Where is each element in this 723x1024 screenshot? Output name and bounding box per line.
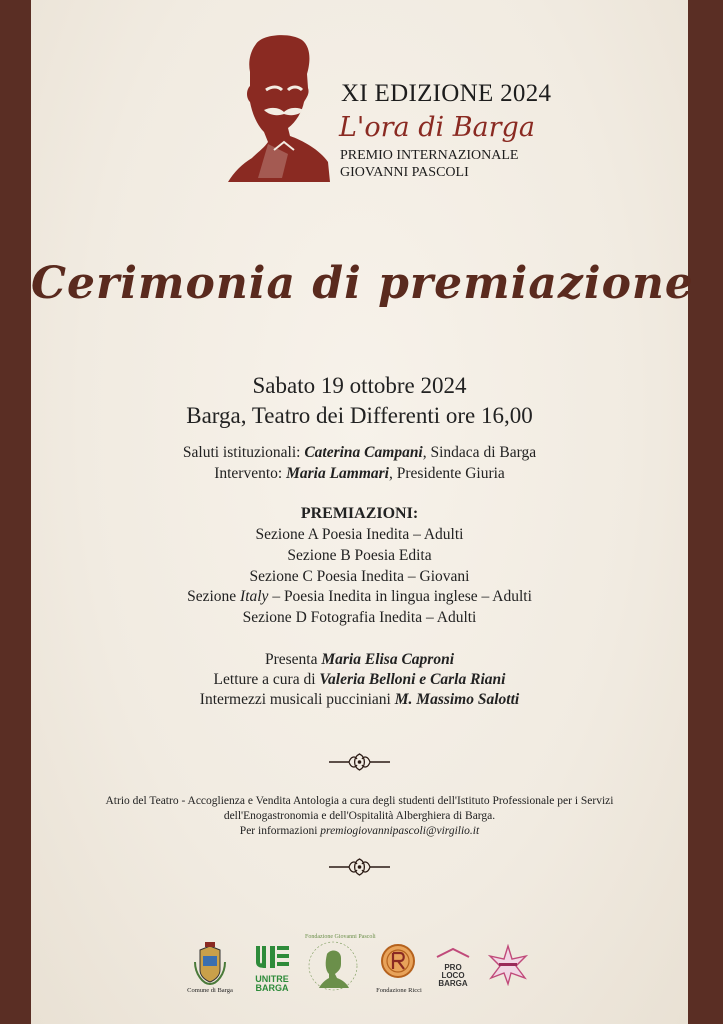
presenta-name: Maria Elisa Caproni: [321, 651, 455, 668]
intermezzi-name: M. Massimo Salotti: [394, 691, 520, 708]
pascoli-silhouette-icon: [305, 940, 361, 992]
saluti-suffix: , Sindaca di Barga: [422, 444, 537, 461]
info-line: [61, 824, 658, 839]
saluti-line: [31, 444, 688, 462]
intervento-suffix: , Presidente Giuria: [389, 465, 505, 482]
award-subtitle-line2: GIOVANNI PASCOLI: [340, 165, 469, 180]
section-italy-word: Italy: [240, 588, 269, 605]
award-name: L'ora di Barga: [339, 112, 535, 143]
section-a: Sezione A Poesia Inedita – Adulti: [255, 526, 464, 543]
letture-names: Valeria Belloni e Carla Riani: [319, 671, 506, 688]
fondazione-ricci-icon: [379, 942, 417, 982]
poster-paper: [31, 0, 694, 1024]
sponsor-logos: [181, 934, 561, 1000]
unitre-logo: [253, 944, 291, 993]
ornament-divider-top: [327, 751, 392, 773]
pascoli-portrait-logo: [228, 32, 330, 182]
section-italy: [31, 588, 688, 606]
section-c: Sezione C Poesia Inedita – Giovani: [249, 568, 470, 585]
intervento-name: Maria Lammari: [286, 465, 389, 482]
comune-barga-crest-icon: [189, 942, 231, 986]
ricci-caption: Fondazione Ricci: [376, 987, 422, 994]
unitre-line2: BARGA: [255, 983, 289, 993]
fondazione-pascoli-text: Fondazione Giovanni Pascoli: [305, 934, 376, 940]
header: [31, 28, 688, 188]
letture-prefix: Letture a cura di: [213, 671, 320, 688]
note-line2: dell'Enogastronomia e dell'Ospitalità Alberghiera di Barga.: [223, 810, 496, 822]
fondazione-pascoli-logo: [305, 934, 376, 992]
intervento-line: [31, 465, 688, 483]
award-subtitle: [340, 147, 518, 181]
note-line1: Atrio del Teatro - Accoglienza e Vendita Antologia a cura degli studenti dell'Istituto Professionale per i Servizi: [105, 795, 614, 807]
section-d: Sezione D Fotografia Inedita – Adulti: [242, 609, 477, 626]
unitre-line1: UNITRE: [255, 974, 289, 984]
info-email[interactable]: premiogiovannipascoli@virgilio.it: [320, 825, 480, 837]
edition-label: XI EDIZIONE 2024: [341, 80, 552, 107]
comune-caption: Comune di Barga: [187, 987, 233, 994]
ceremony-title: Cerimonia di premiazione: [31, 258, 694, 309]
presenta-line: [31, 651, 688, 669]
proloco-line1: PRO: [444, 963, 462, 972]
presenta-prefix: Presenta: [264, 651, 322, 668]
saluti-name: Caterina Campani: [304, 444, 423, 461]
intervento-prefix: Intervento:: [214, 465, 287, 482]
letture-line: [31, 671, 688, 689]
proloco-line3: BARGA: [438, 979, 468, 988]
ornament-divider-bottom: [327, 856, 392, 878]
unitre-mark-icon: [253, 944, 291, 970]
unitre-text: [253, 975, 291, 993]
premiazioni-heading: PREMIAZIONI:: [300, 505, 419, 522]
association-star-icon: [487, 944, 529, 986]
award-subtitle-line1: PREMIO INTERNAZIONALE: [340, 148, 519, 163]
section-italy-suffix: – Poesia Inedita in lingua inglese – Adulti: [268, 588, 532, 605]
section-italy-prefix: Sezione: [187, 588, 241, 605]
proloco-text: [433, 964, 473, 988]
info-prefix: Per informazioni: [239, 825, 321, 837]
proloco-roof-icon: [433, 947, 473, 959]
saluti-prefix: Saluti istituzionali:: [182, 444, 305, 461]
section-b: Sezione B Poesia Edita: [287, 547, 432, 564]
proloco-barga-logo: [433, 946, 473, 986]
intermezzi-prefix: Intermezzi musicali pucciniani: [199, 691, 395, 708]
event-date: Sabato 19 ottobre 2024: [252, 373, 467, 398]
intermezzi-line: [31, 691, 688, 709]
proloco-line2: LOCO: [441, 971, 465, 980]
event-place: Barga, Teatro dei Differenti ore 16,00: [186, 403, 533, 428]
